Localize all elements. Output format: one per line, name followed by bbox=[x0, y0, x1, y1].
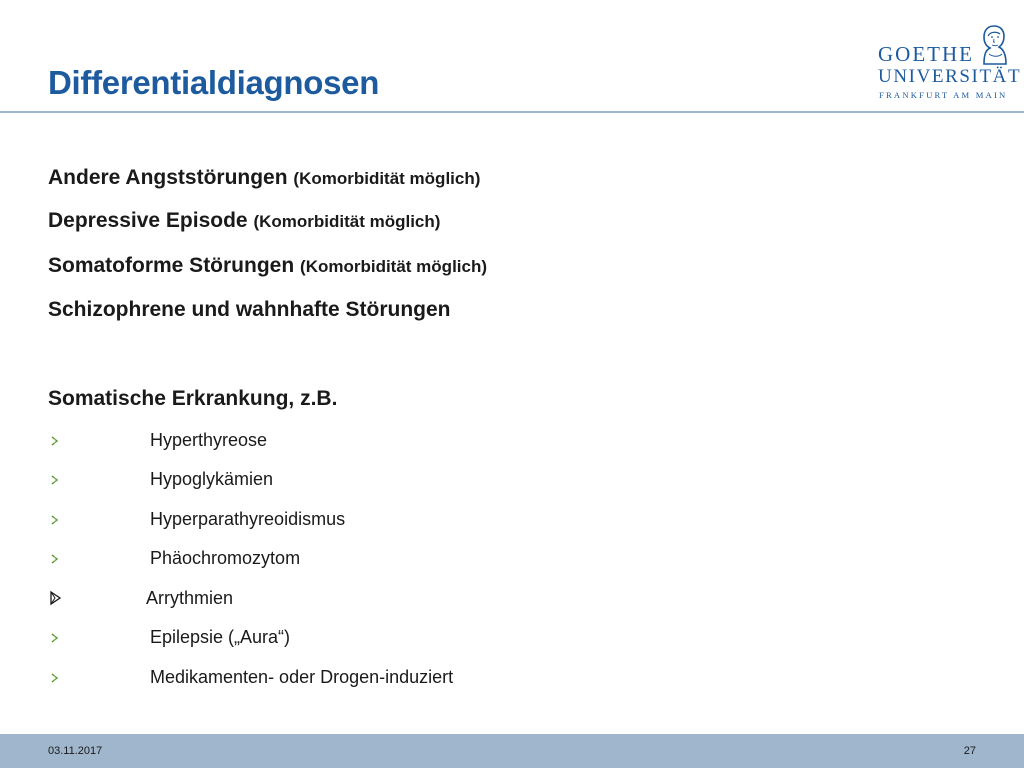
heading-main: Schizophrene und wahnhafte Störungen bbox=[48, 298, 451, 321]
logo-line-goethe: GOETHE bbox=[878, 42, 974, 66]
arrow-bullet-icon bbox=[48, 513, 62, 527]
footer-bar bbox=[0, 734, 1024, 768]
list-item bbox=[48, 667, 648, 689]
heading-main: Somatoforme Störungen bbox=[48, 254, 295, 277]
list-item bbox=[48, 627, 648, 649]
heading-main: Andere Angststörungen bbox=[48, 166, 288, 189]
bullet-text: Medikamenten- oder Drogen-induziert bbox=[150, 667, 454, 687]
bullet-text: Hypoglykämien bbox=[150, 469, 274, 489]
page-title: Differentialdiagnosen bbox=[48, 64, 380, 101]
heading-note: (Komorbidität möglich) bbox=[300, 257, 488, 276]
heading-angststoerungen bbox=[48, 166, 480, 190]
bullet-text: Phäochromozytom bbox=[150, 548, 301, 568]
arrow-bullet-icon bbox=[48, 631, 62, 645]
list-item bbox=[48, 588, 648, 610]
bullet-text: Arrythmien bbox=[146, 588, 234, 608]
arrow-bullet-icon bbox=[48, 552, 62, 566]
arrow-bullet-icon bbox=[48, 590, 64, 606]
heading-schizophrene bbox=[48, 298, 451, 322]
heading-somatoforme bbox=[48, 254, 487, 278]
university-logo bbox=[876, 24, 1022, 100]
logo-line-frankfurt: FRANKFURT AM MAIN bbox=[879, 90, 1008, 100]
goethe-portrait-icon bbox=[972, 24, 1012, 68]
bullet-text: Hyperparathyreoidismus bbox=[150, 509, 346, 529]
heading-main: Depressive Episode bbox=[48, 209, 248, 232]
bullet-text: Hyperthyreose bbox=[150, 430, 268, 450]
page-number: 27 bbox=[963, 745, 976, 757]
heading-somatische-erkrankung: Somatische Erkrankung, z.B. bbox=[48, 387, 338, 410]
heading-depressive-episode bbox=[48, 209, 440, 233]
list-item bbox=[48, 430, 648, 452]
arrow-bullet-icon bbox=[48, 671, 62, 685]
arrow-bullet-icon bbox=[48, 434, 62, 448]
heading-note: (Komorbidität möglich) bbox=[253, 212, 441, 231]
bullet-text: Epilepsie („Aura“) bbox=[150, 627, 291, 647]
arrow-bullet-icon bbox=[48, 473, 62, 487]
footer-date: 03.11.2017 bbox=[48, 745, 103, 757]
list-item bbox=[48, 548, 648, 570]
list-item bbox=[48, 509, 648, 531]
heading-note: (Komorbidität möglich) bbox=[293, 169, 481, 188]
list-item bbox=[48, 469, 648, 491]
logo-line-universitaet: UNIVERSITÄT bbox=[878, 66, 1022, 87]
title-divider bbox=[0, 111, 1024, 113]
